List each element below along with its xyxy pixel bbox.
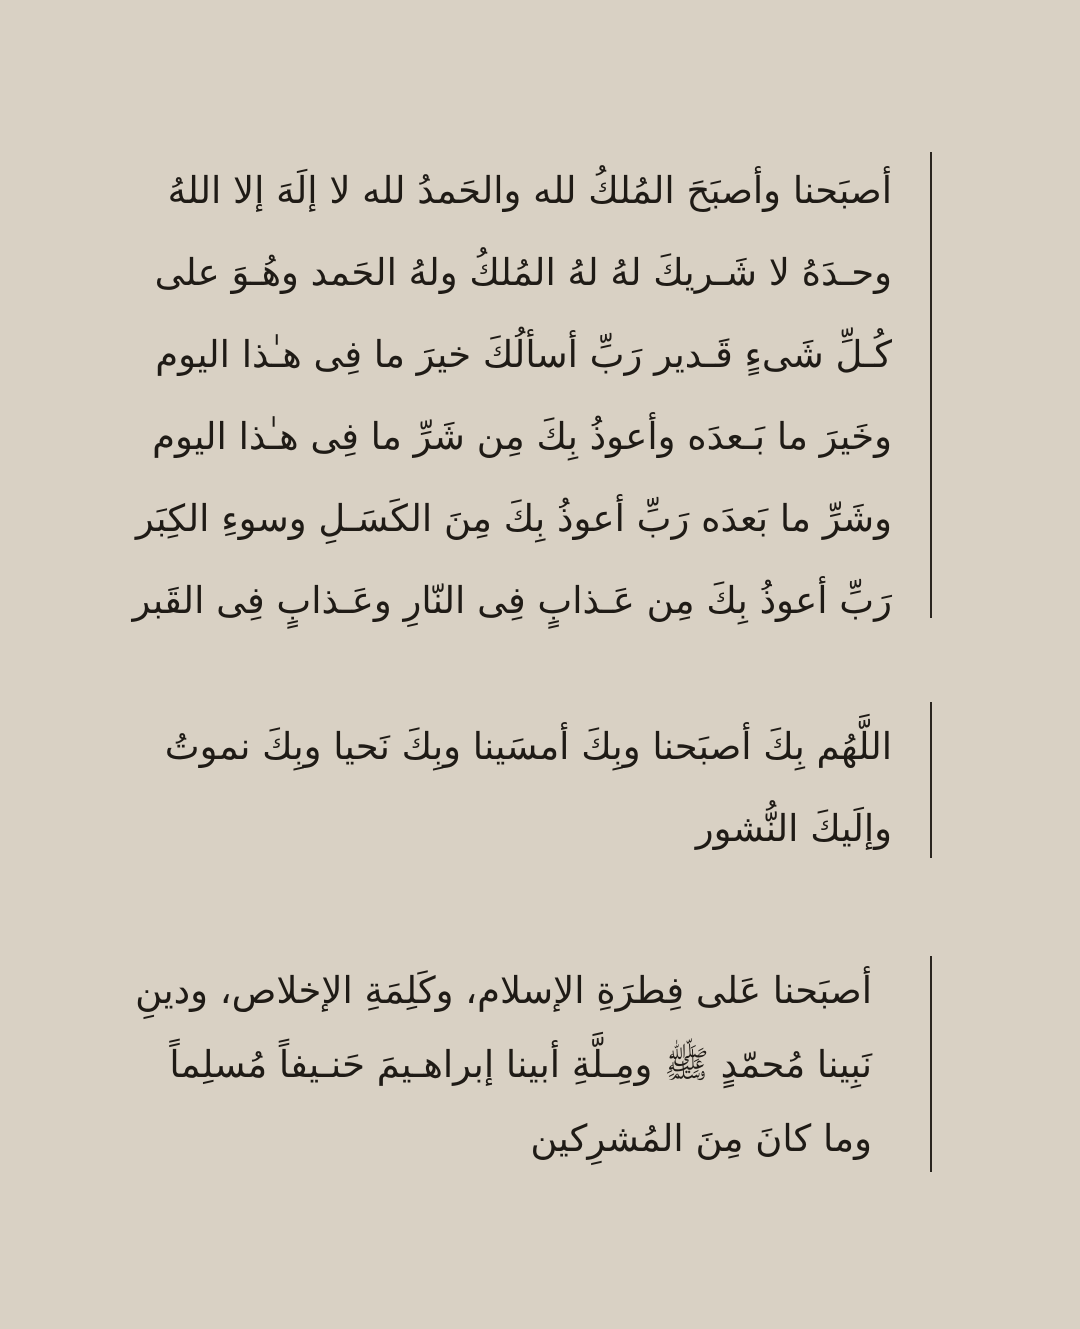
vertical-rule [930,956,932,1172]
vertical-rule [930,702,932,858]
text-line: أصبَحنا عَلى فِطرَةِ الإسلام، وكَلِمَةِ الإخلاص، ودينِ [135,969,872,1012]
text-line: كُـلِّ شَىءٍ قَـدير رَبِّ أسألُكَ خيرَ ما فِى هـٰذا اليوم [155,333,892,376]
morning-dhikr-passage [132,150,892,642]
text-line: وشَرِّ ما بَعدَه رَبِّ أعوذُ بِكَ مِنَ الكَسَـلِ وسوءِ الكِبَر [135,497,892,540]
text-line: وما كانَ مِنَ المُشرِكين [530,1117,872,1160]
text-line: اللَّهُم بِكَ أصبَحنا وبِكَ أمسَينا وبِكَ نَحيا وبِكَ نموتُ [164,725,892,768]
text-line: أصبَحنا وأصبَحَ المُلكُ لله والحَمدُ لله لا إلَهَ إلا اللهُ [167,169,892,212]
text-line: وإلَيكَ النُّشور [695,807,892,850]
text-line: وخَيرَ ما بَـعدَه وأعوذُ بِكَ مِن شَرِّ ما فِى هـٰذا اليوم [152,415,892,458]
vertical-rule [930,152,932,618]
text-line: نَبِينا مُحمّدٍ ﷺ ومِـلَّةِ أبينا إبراهـيمَ حَنـيفاً مُسلِماً [169,1043,872,1086]
fitrah-passage [135,954,872,1176]
text-line: وحـدَهُ لا شَـريكَ لهُ لهُ المُلكُ ولهُ الحَمد وهُـوَ على [154,251,892,294]
allahumma-passage [164,706,892,870]
text-line: رَبِّ أعوذُ بِكَ مِن عَـذابٍ فِى النّارِ وعَـذابٍ فِى القَبر [132,579,892,622]
